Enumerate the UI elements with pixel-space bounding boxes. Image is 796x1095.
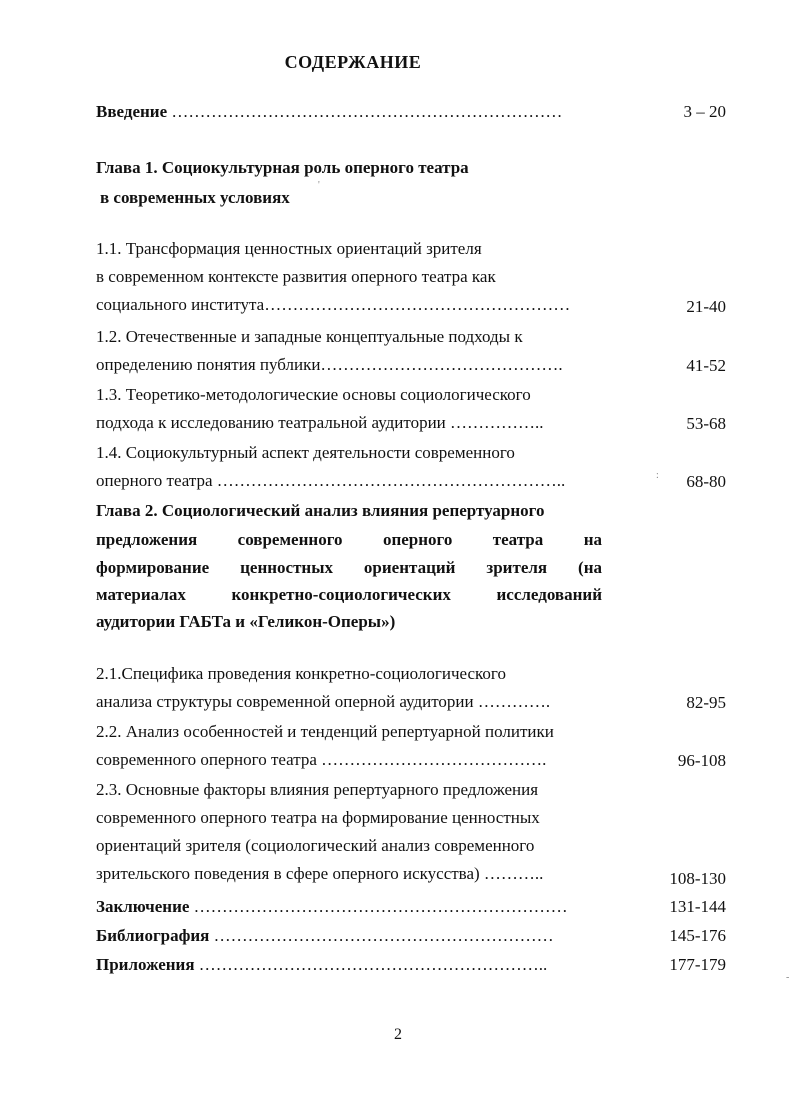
section-1-2-line2: определению понятия публики……………………………………. [96,355,563,374]
scan-speck: ' [318,180,320,191]
page-title: СОДЕРЖАНИЕ [284,52,422,72]
toc-entry-intro [96,101,562,123]
toc-entry-label: Приложения [96,955,195,974]
toc-page-range: 3 – 20 [683,102,726,121]
toc-entry-bibliography [96,925,554,947]
chapter-2-title-line2: предложения современного оперного театра на [96,530,602,549]
toc-entry-conclusion [96,896,568,918]
leader-dots: …………………………………………………………… [171,102,563,121]
leader-dots: …………………………………………………….. [194,955,548,974]
toc-entry-label: Введение [96,102,168,121]
toc-page-range: 108-130 [669,869,726,888]
toc-page-range: 145-176 [669,926,726,945]
leader-dots: …………………………………………………… [209,926,554,945]
chapter-2-title-line3: формирование ценностных ориентаций зрителя (на [96,558,602,577]
toc-page-range: 21-40 [686,297,726,316]
toc-page-range: 131-144 [669,897,726,916]
section-2-1-line2: анализа структуры современной оперной аудитории …………. [96,692,551,711]
toc-page-range: 96-108 [677,751,726,770]
toc-entry-label: Заключение [96,897,190,916]
section-1-3-line2: подхода к исследованию театральной аудитории …………….. [96,413,544,432]
chapter-1-title-line2: в современных условиях [100,188,290,207]
chapter-2-title-line4: материалах конкретно-социологических исследований [96,585,602,604]
chapter-1-title-line1: Глава 1. Социокультурная роль оперного театра [96,158,469,177]
section-1-1-line2: в современном контексте развития оперного театра как [96,267,496,286]
section-2-2-line1: 2.2. Анализ особенностей и тенденций репертуарной политики [96,722,554,741]
section-1-1-line3: социального института……………………………………………… [96,295,571,314]
toc-entry-label: Библиография [96,926,210,945]
section-2-1-line1: 2.1.Специфика проведения конкретно-социологического [96,664,506,683]
section-1-4-line2: оперного театра …………………………………………………….. [96,471,566,490]
chapter-2-title-line1: Глава 2. Социологический анализ влияния репертуарного [96,501,545,520]
toc-page-range: 68-80 [686,472,726,491]
toc-page-range: 53-68 [686,414,726,433]
section-2-3-line4: зрительского поведения в сфере оперного искусства) ……….. [96,864,544,883]
section-2-3-line2: современного оперного театра на формирование ценностных [96,808,540,827]
section-1-4-line1: 1.4. Социокультурный аспект деятельности современного [96,443,515,462]
toc-page-range: 41-52 [686,356,726,375]
section-1-1-line1: 1.1. Трансформация ценностных ориентаций зрителя [96,239,482,258]
section-2-3-line3: ориентаций зрителя (социологический анализ современного [96,836,535,855]
leader-dots: ………………………………………………………… [189,897,568,916]
section-2-2-line2: современного оперного театра …………………………………. [96,750,547,769]
section-1-2-line1: 1.2. Отечественные и западные концептуальные подходы к [96,327,523,346]
section-2-3-line1: 2.3. Основные факторы влияния репертуарного предложения [96,780,539,799]
toc-entry-appendix [96,954,547,976]
section-1-3-line1: 1.3. Теоретико-методологические основы социологического [96,385,531,404]
chapter-2-title-line5: аудитории ГАБТа и «Геликон-Оперы») [96,612,396,631]
page-number: 2 [394,1026,402,1043]
toc-page-range: 82-95 [686,693,726,712]
scan-speck: - [786,972,790,983]
toc-page-range: 177-179 [669,955,726,974]
scan-speck: : [656,470,659,481]
